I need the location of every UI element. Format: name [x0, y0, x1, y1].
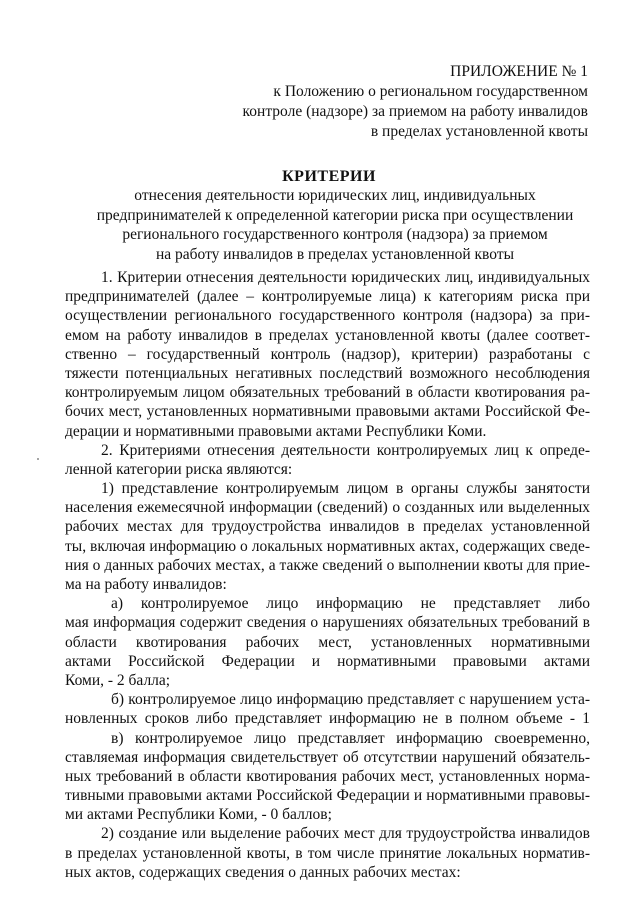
body-line: емом на работу инвалидов в пределах установленной квоты (далее соответ-: [65, 326, 590, 344]
appendix-line: к Положению о региональном государственном: [273, 83, 588, 100]
body-line: дерации и нормативными правовыми актами Республики Коми.: [65, 422, 487, 440]
body-line: мая информация содержит сведения о нарушениях обязательных требований в: [65, 614, 590, 632]
appendix-line: в пределах установленной квоты: [370, 123, 588, 140]
scan-speck: [37, 458, 39, 460]
body-line: а) контролируемое лицо информацию не представляет либо: [111, 595, 590, 613]
body-line: тяжести потенциальных негативных последствий возможного несоблюдения: [65, 364, 590, 382]
document-subtitle: [80, 186, 590, 264]
body-line: рабочих местах для трудоустройства инвалидов в пределах установленной: [65, 518, 590, 536]
body-line: ма на работу инвалидов:: [65, 576, 227, 593]
body-line: ния о данных рабочих местах, а также сведений о выполнении квоты для прие-: [65, 556, 590, 574]
subtitle-line: на работу инвалидов в пределах установленной квоты: [155, 245, 515, 263]
body-line: 1. Критерии отнесения деятельности юридических лиц, индивидуальных: [101, 269, 590, 286]
body-line: предпринимателей (далее – контролируемые лица) к категориям риска при: [65, 288, 590, 306]
body-line: в) контролируемое лицо представляет информацию своевременно,: [111, 729, 590, 747]
body-line: ных актов, содержащих сведения о данных рабочих местах:: [65, 863, 461, 881]
body-line: новленных сроков либо представляет информацию не в полном объеме - 1: [65, 710, 590, 728]
body-line: 2. Критериями отнесения деятельности контролируемых лиц к опреде-: [101, 441, 590, 459]
body-line: ных требований в области квотирования рабочих мест, установленных норма-: [65, 767, 590, 785]
body-line: населения ежемесячной информации (сведений) о созданных или выделенных: [65, 499, 590, 517]
body-line: ственно – государственный контроль (надзор), критерии) разработаны с: [65, 345, 590, 363]
appendix-header: [188, 62, 588, 142]
body-line: Коми, - 2 балла;: [65, 671, 171, 689]
body-line: б) контролируемое лицо информацию представляет с нарушением уста-: [111, 691, 590, 709]
body-line: актами Российской Федерации и нормативными правовыми актами: [65, 652, 590, 670]
body-line: бочих мест, установленных нормативными правовыми актами Российской Фе-: [65, 403, 590, 421]
subtitle-line: регионального государственного контроля (надзора) за приемом: [122, 226, 548, 243]
body-line: осуществлении регионального государственного контроля (надзора) за при-: [65, 307, 590, 325]
appendix-line: контроле (надзоре) за приемом на работу инвалидов: [242, 103, 588, 120]
document-body: [65, 268, 590, 882]
appendix-line: ПРИЛОЖЕНИЕ № 1: [450, 63, 588, 80]
body-line: 2) создание или выделение рабочих мест для трудоустройства инвалидов: [101, 825, 590, 843]
body-line: ленной категории риска являются:: [65, 460, 293, 478]
body-line: в пределах установленной квоты, в том числе принятие локальных норматив-: [65, 844, 590, 862]
body-line: ты, включая информацию о локальных нормативных актах, содержащих сведе-: [65, 537, 590, 555]
subtitle-line: предпринимателей к определенной категории риска при осуществлении: [96, 206, 574, 224]
subtitle-line: отнесения деятельности юридических лиц, индивидуальных: [134, 187, 536, 204]
document-title: КРИТЕРИИ: [282, 168, 376, 185]
body-line: тивными правовыми актами Российской Федерации и нормативными правовы-: [65, 787, 590, 805]
body-line: ми актами Республики Коми, - 0 баллов;: [65, 806, 332, 824]
body-line: ставляемая информация свидетельствует об отсутствии нарушений обязатель-: [65, 748, 590, 766]
body-line: 1) представление контролируемым лицом в органы службы занятости: [101, 480, 590, 498]
body-line: контролируемым лицом обязательных требований в области квотирования ра-: [65, 384, 590, 402]
body-line: области квотирования рабочих мест, установленных нормативными: [65, 633, 590, 651]
